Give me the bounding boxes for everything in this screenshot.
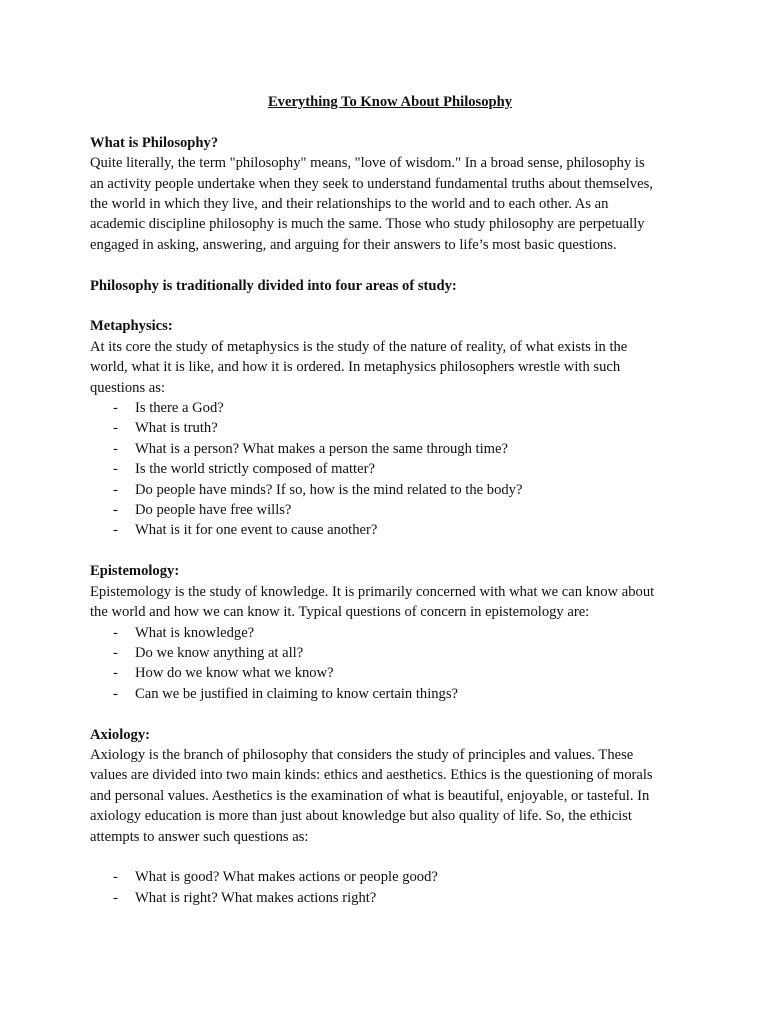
paragraph-line: Epistemology is the study of knowledge. It is primarily concerned with what we can know about <box>90 583 655 600</box>
section-heading-divisions: Philosophy is traditionally divided into four areas of study: <box>90 277 457 294</box>
list-item <box>90 439 690 459</box>
list-item-text: How do we know what we know? <box>135 665 334 682</box>
list-item <box>90 500 690 520</box>
paragraph-line: academic discipline philosophy is much the same. Those who study philosophy are perpetually <box>90 216 645 233</box>
axiology-question-list <box>90 867 690 908</box>
metaphysics-question-list <box>90 398 690 541</box>
dash-marker: - <box>113 869 118 886</box>
list-item <box>90 480 690 500</box>
document-page <box>90 92 690 908</box>
list-item-text: Is there a God? <box>135 400 224 417</box>
dash-marker: - <box>113 522 118 539</box>
dash-marker: - <box>113 644 118 661</box>
list-item <box>90 418 690 438</box>
list-item-text: What is truth? <box>135 420 218 437</box>
list-item <box>90 663 690 683</box>
paragraph-line: Axiology is the branch of philosophy that considers the study of principles and values. These <box>90 746 634 763</box>
list-item-text: What is knowledge? <box>135 624 255 641</box>
document-title: Everything To Know About Philosophy <box>267 94 513 110</box>
list-item-text: What is right? What makes actions right? <box>135 889 377 906</box>
section-heading-what-is-philosophy: What is Philosophy? <box>90 134 219 151</box>
dash-marker: - <box>113 420 118 437</box>
paragraph-line: world, what it is like, and how it is ordered. In metaphysics philosophers wrestle with such <box>90 359 621 376</box>
list-item <box>90 459 690 479</box>
axiology-paragraph <box>90 745 690 847</box>
list-item-text: Can we be justified in claiming to know certain things? <box>135 685 459 702</box>
list-item <box>90 520 690 540</box>
dash-marker: - <box>113 624 118 641</box>
section-heading-epistemology: Epistemology: <box>90 563 180 580</box>
paragraph-line: the world and how we can know it. Typical questions of concern in epistemology are: <box>90 604 590 621</box>
list-item <box>90 398 690 418</box>
list-item <box>90 888 690 908</box>
list-item-text: Is the world strictly composed of matter? <box>135 461 375 478</box>
metaphysics-paragraph <box>90 337 690 398</box>
dash-marker: - <box>113 440 118 457</box>
paragraph-line: At its core the study of metaphysics is the study of the nature of reality, of what exists in the <box>90 338 628 355</box>
intro-paragraph <box>90 153 690 255</box>
dash-marker: - <box>113 685 118 702</box>
dash-marker: - <box>113 665 118 682</box>
paragraph-line: values are divided into two main kinds: ethics and aesthetics. Ethics is the questioning of morals <box>90 767 653 784</box>
paragraph-line: questions as: <box>90 379 165 396</box>
list-item <box>90 643 690 663</box>
dash-marker: - <box>113 889 118 906</box>
list-item-text: What is it for one event to cause another? <box>135 522 378 539</box>
paragraph-line: and personal values. Aesthetics is the examination of what is beautiful, enjoyable, or tasteful. In <box>90 787 650 804</box>
paragraph-line: attempts to answer such questions as: <box>90 828 309 845</box>
paragraph-line: an activity people undertake when they seek to understand fundamental truths about themselves, <box>90 175 653 192</box>
list-item <box>90 684 690 704</box>
section-heading-axiology: Axiology: <box>90 726 150 743</box>
paragraph-line: Quite literally, the term "philosophy" means, "love of wisdom." In a broad sense, philosophy is <box>90 155 645 172</box>
list-item <box>90 623 690 643</box>
list-item <box>90 867 690 887</box>
dash-marker: - <box>113 461 118 478</box>
paragraph-line: axiology education is more than just about knowledge but also quality of life. So, the ethicist <box>90 808 632 825</box>
epistemology-question-list <box>90 623 690 705</box>
dash-marker: - <box>113 502 118 519</box>
list-item-text: What is a person? What makes a person the same through time? <box>135 440 508 457</box>
section-heading-metaphysics: Metaphysics: <box>90 318 173 335</box>
dash-marker: - <box>113 400 118 417</box>
epistemology-paragraph <box>90 582 690 623</box>
list-item-text: Do we know anything at all? <box>135 644 304 661</box>
paragraph-line: engaged in asking, answering, and arguing for their answers to life’s most basic questions. <box>90 236 617 253</box>
paragraph-line: the world in which they live, and their relationships to the world and to each other. As an <box>90 196 609 213</box>
list-item-text: Do people have minds? If so, how is the mind related to the body? <box>135 481 523 498</box>
list-item-text: Do people have free wills? <box>135 502 292 519</box>
list-item-text: What is good? What makes actions or people good? <box>135 869 438 886</box>
dash-marker: - <box>113 481 118 498</box>
